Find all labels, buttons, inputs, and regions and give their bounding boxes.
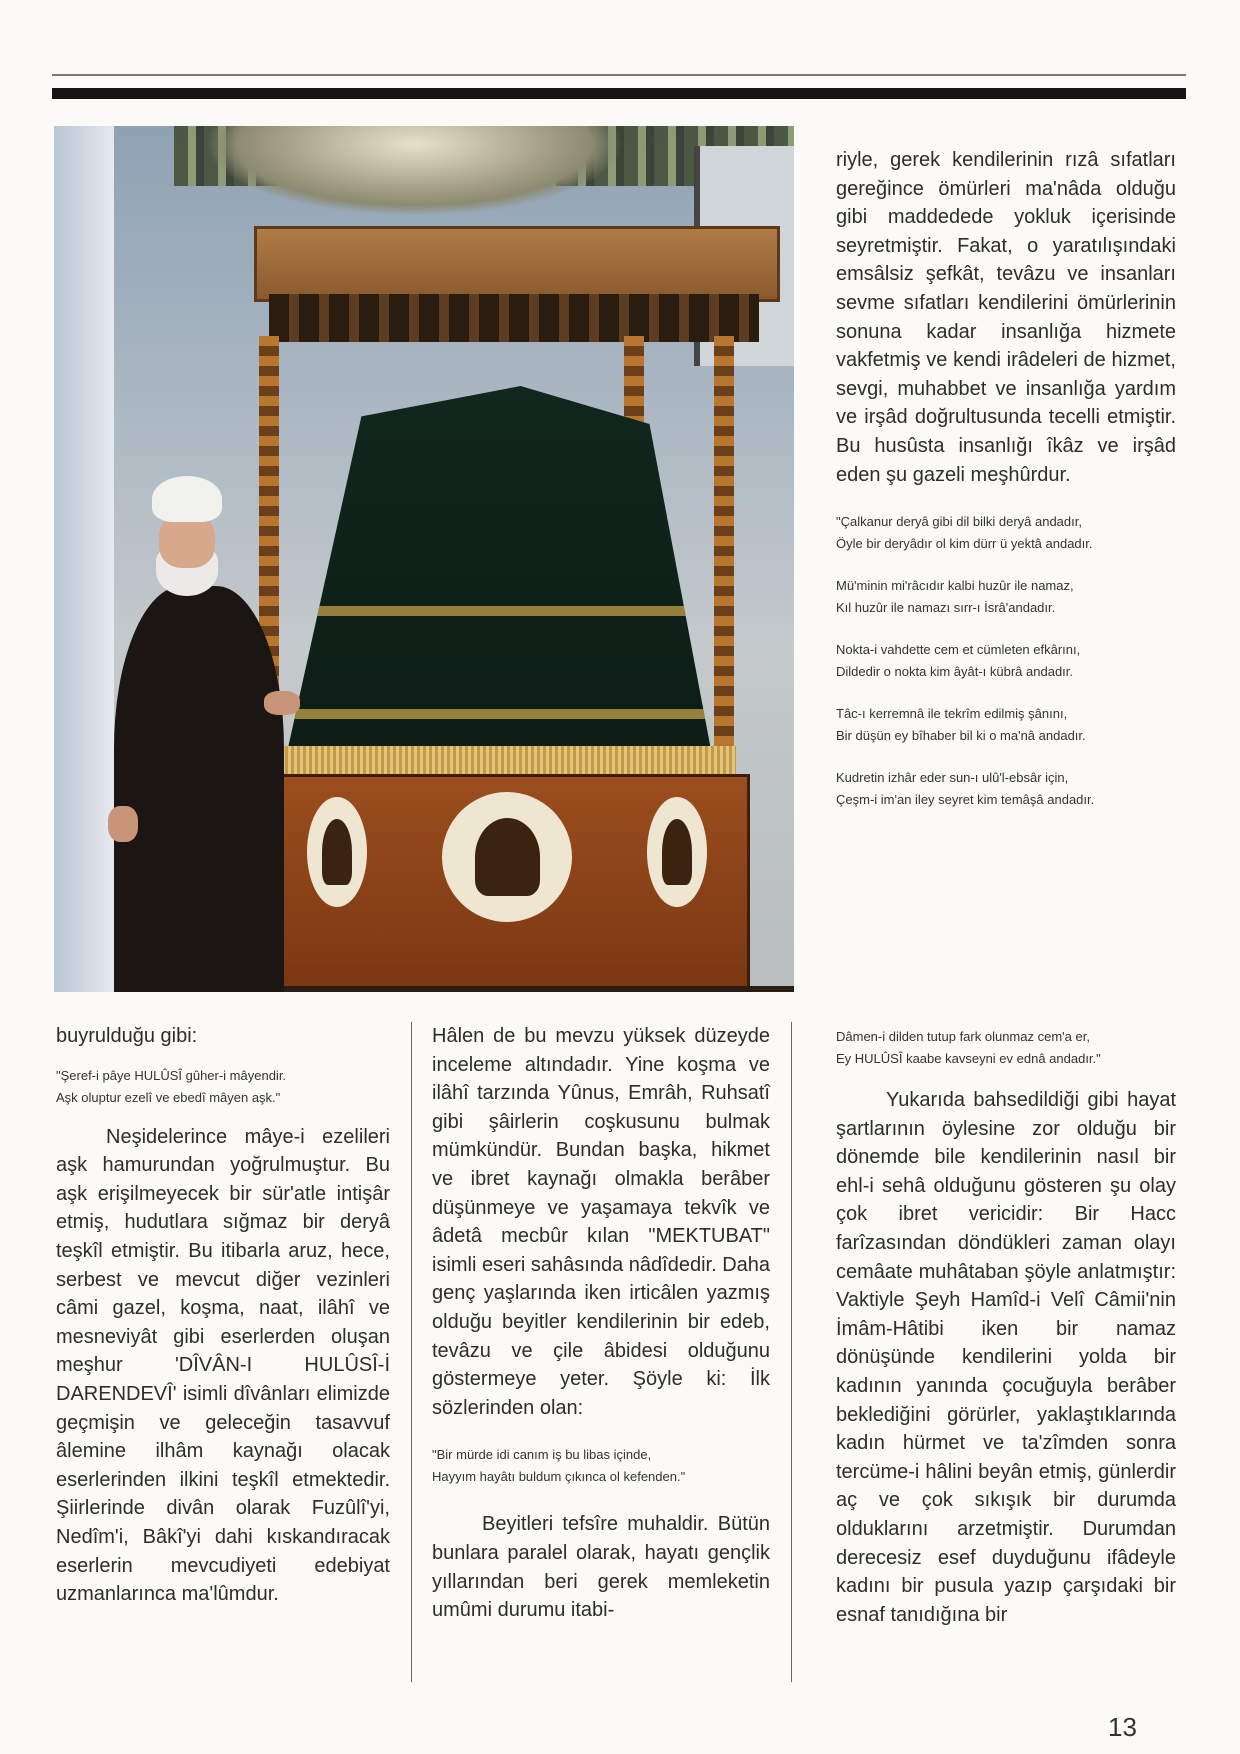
verse-line: Tâc-ı kerremnâ ile tekrîm edilmiş şânını, bbox=[836, 706, 1068, 722]
photo-canopy bbox=[254, 226, 780, 302]
verse-line: Dâmen-i dilden tutup fark olunmaz cem'a er, bbox=[836, 1029, 1090, 1044]
page-number: 13 bbox=[1108, 1712, 1137, 1742]
paragraph: Yukarıda bahsedildiği gibi hayat şartlarının öylesine zor olduğu bir dönemde bile kendilerinin nasıl bir ehl-i sehâ olduğunu gösteren şu olay çok ibret vericidir: Bir Hacc farîzasından döndükleri zaman olayı cemâate muhâtaban şöyle anlatmıştır: Vaktiyle Şeyh Hamîd-i Velî Câmii'nin İmâm-Hâtibi iken bir namaz dönüşünde kendilerini yolda bir kadının yanında çocuğuyla berâber beklediğini görürler, yaklaştıklarında kadın hürmet ve ta'zîmden sonra tercüme-i hâlini beyân etmiş, günlerdir aç ve çok sıkışık bir durumda olduklarını arzetmiştir. Durumdan derecesiz esef duyduğunu ifâdeyle kadını bir pusula yazıp çarşıdaki bir esnaf tanıdığına bir bbox=[836, 1089, 1176, 1626]
verse-line: Bir düşün ey bîhaber bil ki o ma'nâ andadır. bbox=[836, 728, 1086, 744]
verse-line: Mü'minin mi'râcıdır kalbi huzûr ile namaz, bbox=[836, 578, 1074, 594]
verse-line: Ey HULÛSÎ kaabe kavseyni ev ednâ andadır." bbox=[836, 1051, 1101, 1066]
column-middle bbox=[432, 1022, 770, 1625]
medallion-left bbox=[307, 797, 367, 907]
verse-line: "Çalkanur deryâ gibi dil bilki deryâ andadır, bbox=[836, 514, 1082, 530]
tomb-photo bbox=[54, 126, 794, 992]
cover-calligraphy-band bbox=[284, 606, 714, 616]
header-rule-thick bbox=[52, 88, 1186, 99]
header-rule-thin bbox=[52, 74, 1186, 76]
column-divider bbox=[791, 1022, 792, 1682]
paragraph: Neşidelerince mâye-i ezelileri aşk hamurundan yoğrulmuştur. Bu aşk erişilmeyecek bir sür'atle intişâr etmiş, hudutlara sığmaz bir deryâ teşkîl etmiştir. Bu itibarla aruz, hece, serbest ve mevcut diğer vezinleri câmi gazel, koşma, naat, ilâhî ve mesneviyât gibi eserlerden oluşan meşhur 'DÎVÂN-I HULÛSÎ-İ DARENDEVÎ' isimli dîvânları elimizde geçmişin ve geleceğin tasavvuf âlemine ilhâm kaynağı olacak eserlerinden ilkini teşkîl etmektedir. Şiirlerinde divân olarak Fuzûlî'yi, Nedîm'i, Bâkî'yi dahi kıskandıracak eserlerin mevcudiyeti edebiyat uzmanlarınca ma'lûmdur. bbox=[56, 1125, 390, 1606]
verse-line: Kudretin izhâr eder sun-ı ulû'l-ebsâr için, bbox=[836, 770, 1069, 786]
verse-line: Dildedir o nokta kim âyât-ı kübrâ andadır. bbox=[836, 664, 1074, 680]
verse-line: Kıl huzûr ile namazı sırr-ı İsrâ'andadır. bbox=[836, 600, 1056, 616]
gazel-verses bbox=[836, 511, 1176, 811]
photo-post bbox=[714, 336, 734, 766]
medallion-center bbox=[442, 792, 572, 922]
verse-line: "Şeref-i pâye HULÛSÎ gûher-i mâyendir. bbox=[56, 1067, 287, 1083]
column-right-top bbox=[836, 146, 1176, 811]
verse-line: Nokta-i vahdette cem et cümleten efkârını, bbox=[836, 642, 1081, 658]
paragraph: Hâlen de bu mevzu yüksek düzeyde inceleme altındadır. Yine koşma ve ilâhî tarzında Yûnus, Emrâh, Ruhsatî gibi şâirlerin coşkusunu bulmak mümkündür. Bundan başka, hikmet ve ibret kaynağı olmakla berâber düşünmeye ve yaşamaya tekvîk ve âdetâ mecbûr kılan "MEKTUBAT" isimli eseri sahâsında nâdîdedir. Daha genç yaşlarında iken irticâlen yazmış olduğu beyitler kendilerinin bir edeb, tevâzu ve çile âbidesi olduğunu göstermeye yeter. Şöyle ki: İlk sözlerinden olan: bbox=[432, 1025, 770, 1419]
photo-fringe bbox=[276, 746, 736, 776]
verse-line: Çeşm-i im'an iley seyret kim temâşâ andadır. bbox=[836, 792, 1095, 808]
photo-chandelier bbox=[204, 126, 624, 216]
photo-canopy-frieze bbox=[269, 294, 759, 342]
verse-line: Aşk oluptur ezelî ve ebedî mâyen aşk." bbox=[56, 1089, 281, 1105]
verse-line: Hayyım hayâtı buldum çıkınca ol kefenden." bbox=[432, 1469, 686, 1485]
paragraph: Beyitleri tefsîre muhaldir. Bütün bunlara paralel olarak, hayatı gençlik yıllarından beri gerek memleketin umûmi durumu itabi- bbox=[432, 1513, 770, 1622]
verse-line: "Bir mürde idi canım iş bu libas içinde, bbox=[432, 1447, 652, 1463]
photo-green-cover bbox=[284, 386, 714, 766]
cover-calligraphy-band bbox=[284, 709, 714, 719]
column-left bbox=[56, 1022, 390, 1609]
column-right-bottom bbox=[836, 1026, 1176, 1629]
photo-pillar bbox=[54, 126, 114, 992]
column-divider bbox=[411, 1022, 412, 1682]
photo-base bbox=[234, 986, 794, 992]
medallion-right bbox=[647, 797, 707, 907]
verse-line: Öyle bir deryâdır ol kim dürr ü yektâ andadır. bbox=[836, 536, 1093, 552]
lead-line: buyrulduğu gibi: bbox=[56, 1025, 198, 1047]
photo-sarcophagus bbox=[274, 774, 750, 992]
photo-sheikh bbox=[114, 476, 284, 992]
paragraph: riyle, gerek kendilerinin rızâ sıfatları gereğince ömürleri ma'nâda olduğu gibi maddedede yokluk içerisinde seyretmiştir. Fakat, o yaratılışındaki emsâlsiz şefkât, tevâzu ve insanları sevme sıfatları kendilerini ömürlerinin sonuna kadar insanlığa hizmete vakfetmiş ve kendi irâdeleri de hizmet, sevgi, muhabbet ve insanlığa yardım ve irşâd doğrultusunda tecelli etmiştir. Bu husûsta insanlığı îkâz ve irşâd eden şu gazeli meşhûrdur. bbox=[836, 149, 1176, 486]
